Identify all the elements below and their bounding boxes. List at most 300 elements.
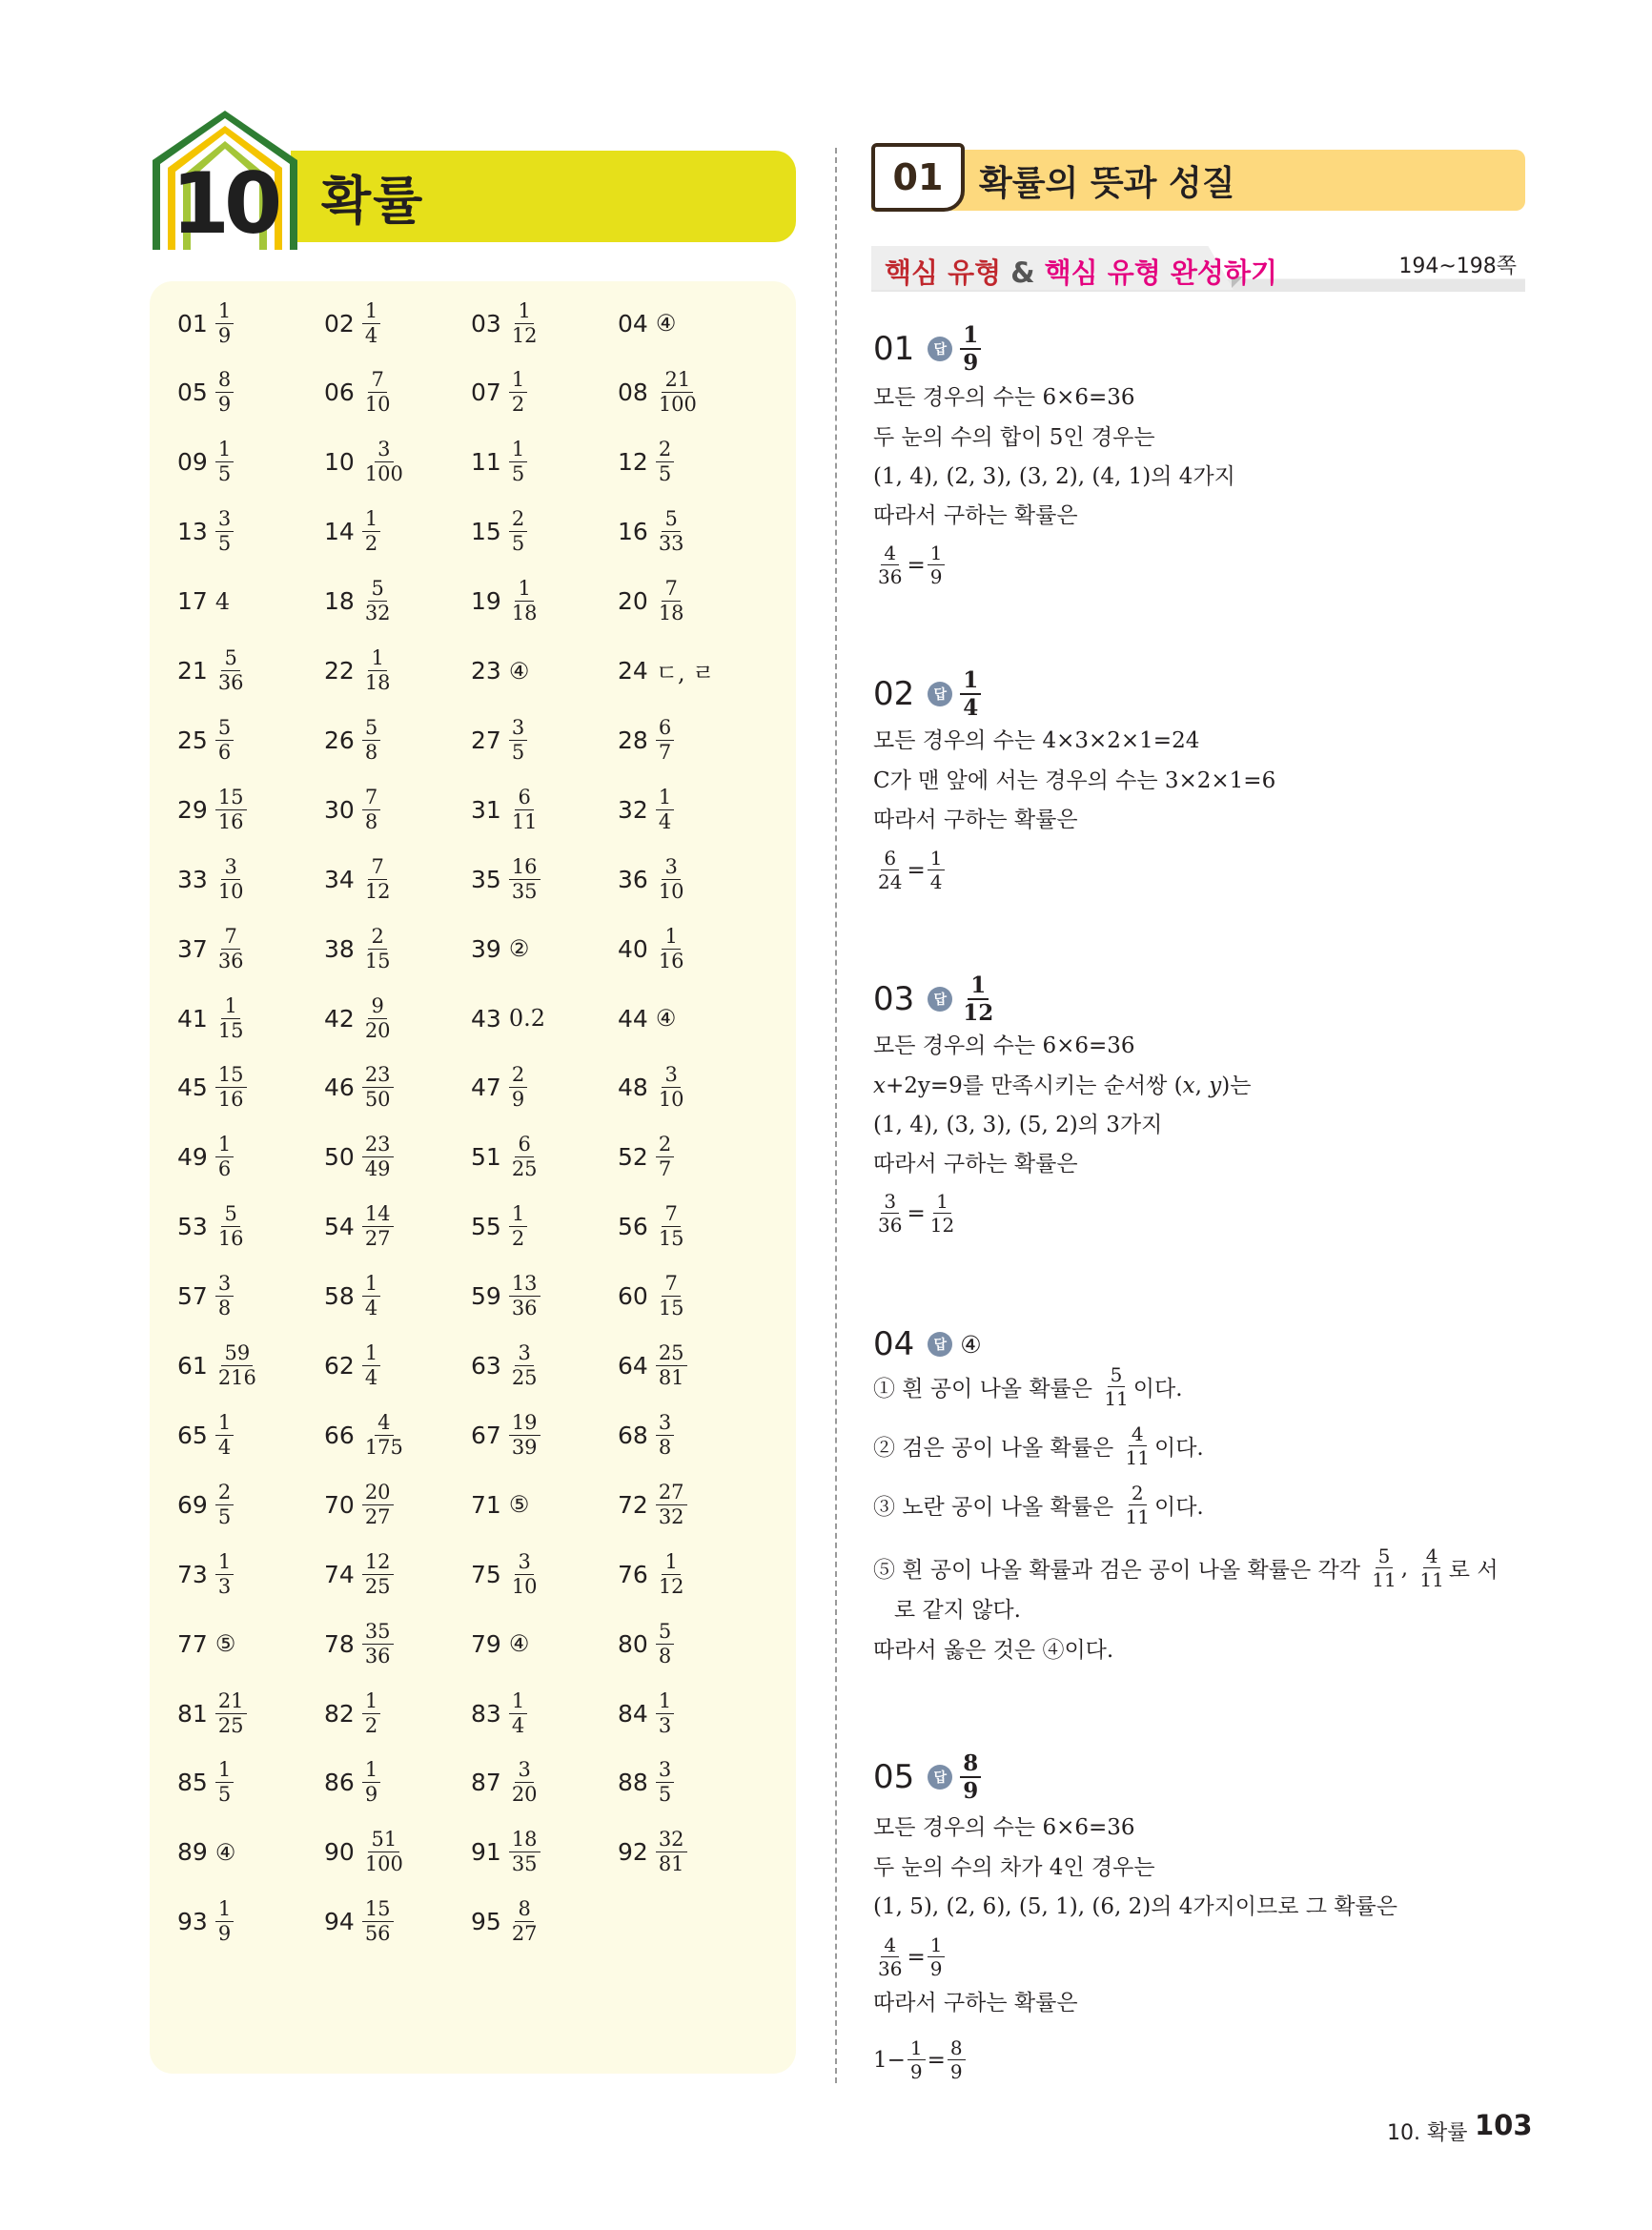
text-run: 이다. (1132, 1377, 1183, 1401)
numerator: 7 (368, 857, 386, 880)
answer-number: 18 (324, 587, 355, 616)
answer-number: 46 (324, 1074, 355, 1102)
solution-number: 05 (873, 1758, 915, 1796)
denominator: 3 (217, 1574, 232, 1598)
numerator: 7 (368, 370, 386, 393)
solution-line (873, 1028, 1135, 1059)
denominator: 5 (658, 462, 672, 486)
denominator: 5 (511, 462, 525, 486)
answer-badge: 답 (928, 337, 952, 361)
numerator: 5 (221, 648, 239, 671)
denominator: 9 (217, 393, 232, 417)
answer-item (324, 781, 380, 838)
denominator: 175 (364, 1435, 403, 1459)
fraction (509, 1204, 527, 1249)
denominator: 5 (217, 532, 232, 556)
answer-number: 68 (618, 1421, 648, 1449)
denominator: 10 (217, 879, 244, 903)
denominator: 36 (878, 1957, 903, 1980)
answer-number: 87 (471, 1769, 501, 1797)
fraction (875, 1192, 905, 1235)
answer-item (324, 1685, 380, 1742)
solution-line (873, 543, 947, 586)
answer-item (324, 1268, 380, 1325)
numerator: 12 (362, 1552, 394, 1575)
denominator: 216 (217, 1366, 256, 1389)
numerator: 1 (221, 996, 239, 1019)
solution-line (873, 1546, 1499, 1589)
answer-item (177, 1338, 259, 1395)
answer-number: 03 (471, 309, 501, 338)
answer-item (324, 1059, 394, 1116)
numerator: 13 (509, 1274, 540, 1297)
denominator: 4 (511, 1713, 525, 1737)
denominator: 16 (217, 1227, 244, 1251)
answer-value: 0.2 (508, 1005, 545, 1032)
answer-item (618, 1338, 687, 1395)
solution-line (873, 723, 1199, 754)
numerator: 1 (933, 1192, 951, 1214)
answer-item (618, 781, 674, 838)
answer-number: 37 (177, 934, 208, 963)
answer-number: 91 (471, 1838, 501, 1867)
solution-number: 03 (873, 980, 915, 1018)
denominator: 8 (658, 1644, 672, 1667)
numerator: 4 (881, 543, 899, 565)
answer-item (618, 990, 676, 1047)
solution-line (873, 802, 1078, 833)
answer-item (177, 711, 234, 768)
numerator: 4 (881, 1935, 899, 1957)
answer-item (618, 1754, 674, 1811)
denominator: 15 (364, 949, 391, 972)
denominator: 25 (511, 1366, 538, 1389)
fraction (509, 579, 540, 624)
numerator: 5 (221, 1204, 239, 1227)
subheader-title (885, 252, 1277, 291)
denominator: 2 (364, 532, 378, 556)
answer-number: 27 (471, 726, 501, 754)
denominator: 27 (364, 1504, 391, 1528)
numerator: 3 (515, 1552, 533, 1575)
answer-number: 70 (324, 1490, 355, 1519)
fraction (928, 1192, 957, 1235)
fraction (215, 1410, 234, 1459)
fraction (509, 1135, 540, 1179)
text-run: 따라서 구하는 확률은 (873, 1991, 1078, 2015)
numerator: 23 (362, 1065, 394, 1088)
numerator: 5 (215, 718, 234, 741)
text-run: ⑤ 흰 공이 나올 확률과 검은 공이 나올 확률은 각각 (873, 1558, 1368, 1583)
numerator: 7 (662, 1204, 680, 1227)
denominator: 4 (963, 695, 979, 721)
answer-value: ④ (655, 1005, 677, 1032)
answer-number: 77 (177, 1629, 208, 1658)
fraction (960, 974, 996, 1024)
numerator: 3 (215, 509, 234, 532)
text-run: 따라서 구하는 확률은 (873, 1152, 1078, 1176)
answer-number: 41 (177, 1004, 208, 1033)
solution-line (873, 1935, 947, 1978)
numerator: 1 (928, 849, 946, 870)
numerator: 1 (215, 440, 234, 462)
fraction (362, 854, 394, 903)
answer-number: 73 (177, 1560, 208, 1588)
denominator: 4 (364, 1297, 378, 1320)
denominator: 49 (364, 1157, 391, 1181)
answer-item (471, 643, 529, 700)
fraction (1101, 1365, 1131, 1408)
numerator: 6 (515, 1135, 533, 1157)
answer-item (324, 295, 380, 352)
solution-line (873, 763, 1275, 794)
numerator: 6 (515, 788, 533, 810)
solution-line (873, 1146, 1078, 1177)
fraction (362, 440, 406, 484)
answer-value: 4 (214, 587, 231, 615)
denominator: 8 (658, 1435, 672, 1459)
answer-number: 94 (324, 1908, 355, 1936)
solution-line (873, 1850, 1155, 1881)
fraction (656, 785, 674, 833)
fraction (215, 1135, 234, 1179)
numerator: 2 (656, 1135, 674, 1157)
fraction (362, 509, 380, 554)
fraction (656, 1410, 674, 1459)
fraction (656, 1830, 687, 1874)
solution-line (873, 849, 947, 891)
denominator: 12 (963, 1000, 994, 1026)
answer-number: 56 (618, 1213, 648, 1241)
subheader-amp: & (1010, 256, 1035, 289)
answer-item (324, 1545, 394, 1603)
fraction (656, 854, 687, 903)
answer-item (471, 364, 527, 421)
denominator: 24 (878, 870, 903, 893)
answer-value: ④ (214, 1838, 236, 1866)
denominator: 2 (364, 1713, 378, 1737)
numerator: 16 (509, 857, 540, 880)
denominator: 56 (364, 1922, 391, 1946)
answer-item (324, 434, 406, 491)
fraction (928, 1935, 946, 1978)
numerator: 3 (509, 718, 527, 741)
answer-item (324, 1476, 394, 1533)
denominator: 27 (511, 1922, 538, 1946)
fraction (215, 1549, 234, 1598)
answer-number: 81 (177, 1699, 208, 1728)
numerator: 2 (656, 440, 674, 462)
answer-item (177, 1059, 247, 1116)
denominator: 5 (511, 532, 525, 556)
numerator: 27 (656, 1483, 687, 1505)
answer-number: 76 (618, 1560, 648, 1588)
numerator: 6 (656, 718, 674, 741)
fraction (656, 924, 687, 972)
fraction (362, 579, 394, 624)
fraction (509, 1830, 540, 1874)
denominator: 4 (364, 323, 378, 347)
solution-number: 04 (873, 1325, 915, 1363)
numerator: 51 (368, 1830, 399, 1852)
answer-value: ④ (655, 310, 677, 337)
answer-number: 10 (324, 448, 355, 477)
answer-value: ④ (508, 1630, 530, 1658)
answer-item (177, 850, 247, 908)
numerator: 21 (662, 370, 693, 393)
fraction (1123, 1424, 1152, 1467)
answer-item (471, 920, 529, 977)
denominator: 7 (658, 1157, 672, 1181)
answer-number: 40 (618, 934, 648, 963)
denominator: 4 (217, 1435, 232, 1459)
answer-number: 64 (618, 1352, 648, 1380)
answer-number: 17 (177, 587, 208, 616)
numerator: 18 (509, 1830, 540, 1852)
denominator: 9 (217, 1922, 232, 1946)
page-range: 194~198쪽 (1398, 255, 1517, 278)
denominator: 2 (511, 1227, 525, 1251)
fraction (960, 324, 981, 374)
denominator: 100 (364, 1852, 403, 1876)
numerator: 1 (515, 301, 533, 324)
denominator: 5 (511, 740, 525, 764)
answer-number: 11 (471, 448, 501, 477)
answer-item (471, 1059, 527, 1116)
fraction (656, 1204, 687, 1249)
numerator: 8 (960, 1752, 981, 1778)
denominator: 2 (511, 393, 525, 417)
numerator: 1 (928, 543, 946, 565)
text-run: 두 눈의 수의 합이 5인 경우는 (873, 425, 1155, 450)
answer-item (618, 1615, 674, 1672)
answer-item (618, 1476, 687, 1533)
solution-line (873, 1192, 959, 1235)
answer-number: 63 (471, 1352, 501, 1380)
denominator: 18 (511, 602, 538, 625)
denominator: 50 (364, 1088, 391, 1112)
fraction (215, 1688, 247, 1737)
denominator: 35 (511, 1852, 538, 1876)
fraction (362, 370, 394, 415)
fraction (362, 1204, 394, 1249)
denominator: 5 (217, 1504, 232, 1528)
answer-number: 34 (324, 865, 355, 893)
answer-item (177, 1476, 234, 1533)
footer-chapter: 10. 확률 (1387, 2121, 1468, 2145)
fraction (215, 298, 234, 347)
solution-line (873, 1985, 1078, 2016)
numerator: 25 (656, 1343, 687, 1366)
answer-number: 45 (177, 1074, 208, 1102)
answer-item (177, 1545, 234, 1603)
numerator: 5 (368, 579, 386, 602)
chapter-number: 10 (171, 154, 277, 253)
denominator: 4 (658, 809, 672, 833)
answer-number: 28 (618, 726, 648, 754)
answer-number: 83 (471, 1699, 501, 1728)
answer-number: 21 (177, 657, 208, 685)
answer-item (324, 1406, 406, 1463)
numerator: 1 (960, 324, 981, 350)
answer-number: 66 (324, 1421, 355, 1449)
numerator: 15 (215, 788, 247, 810)
denominator: 32 (658, 1504, 684, 1528)
solution-line (873, 459, 1235, 490)
variable: x (1182, 1074, 1195, 1098)
answer-item (324, 1338, 380, 1395)
solution-answer: ④ (960, 1330, 982, 1359)
fraction (362, 924, 394, 972)
numerator: 1 (215, 1552, 234, 1575)
answer-number: 38 (324, 934, 355, 963)
answer-item (618, 1198, 687, 1256)
solution-header (873, 974, 996, 1024)
numerator: 1 (368, 648, 386, 671)
answer-item (177, 1824, 235, 1881)
fraction (362, 1065, 394, 1110)
answer-number: 09 (177, 448, 208, 477)
answer-number: 07 (471, 378, 501, 407)
numerator: 7 (362, 788, 380, 810)
denominator: 7 (658, 740, 672, 764)
text-run: 로 서 (1448, 1558, 1499, 1583)
text-run: 로 같지 않다. (873, 1598, 1021, 1623)
answer-number: 50 (324, 1143, 355, 1172)
answer-number: 32 (618, 795, 648, 824)
numerator: 1 (362, 1343, 380, 1366)
text-run: ② 검은 공이 나올 확률은 (873, 1436, 1121, 1461)
text-run: C가 맨 앞에 서는 경우의 수는 3×2×1=6 (873, 768, 1276, 793)
fraction (362, 1480, 394, 1528)
fraction (509, 715, 527, 764)
numerator: 1 (662, 1552, 680, 1575)
answer-item (618, 1545, 687, 1603)
numerator: 2 (509, 509, 527, 532)
numerator: 3 (515, 1760, 533, 1783)
answer-item (471, 1476, 529, 1533)
numerator: 7 (662, 1274, 680, 1297)
answer-number: 62 (324, 1352, 355, 1380)
fraction (509, 1899, 540, 1944)
solution-header (873, 1325, 982, 1363)
answer-item (471, 503, 527, 561)
solution-line (873, 1810, 1135, 1841)
fraction (509, 1688, 527, 1737)
numerator: 3 (375, 440, 393, 462)
denominator: 25 (217, 1713, 244, 1737)
answer-number: 93 (177, 1908, 208, 1936)
fraction (362, 1760, 380, 1805)
text-run: 이다. (1153, 1436, 1204, 1461)
solution-line (873, 1889, 1397, 1920)
denominator: 12 (658, 1574, 684, 1598)
answer-item (471, 781, 540, 838)
answer-item (324, 990, 394, 1047)
numerator: 5 (656, 1622, 674, 1645)
answer-item (177, 1893, 234, 1951)
solution-line (873, 1068, 1251, 1099)
answer-item (471, 1824, 540, 1881)
fraction (509, 1343, 540, 1388)
fraction (215, 648, 247, 693)
answer-item (471, 573, 540, 630)
denominator: 36 (878, 565, 903, 588)
answer-item (618, 711, 674, 768)
numerator: 1 (509, 370, 527, 393)
numerator: 59 (221, 1343, 253, 1366)
denominator: 9 (929, 565, 943, 588)
answer-item (471, 1338, 540, 1395)
denominator: 6 (217, 740, 232, 764)
denominator: 12 (511, 323, 538, 347)
numerator: 1 (362, 509, 380, 532)
text-run: 두 눈의 수의 차가 4인 경우는 (873, 1855, 1155, 1880)
denominator: 18 (364, 671, 391, 694)
answer-item (471, 1129, 540, 1186)
answer-number: 74 (324, 1560, 355, 1588)
numerator: 1 (656, 788, 674, 810)
answer-number: 25 (177, 726, 208, 754)
text-run: x+2y=9를 만족시키는 순서쌍 (x, y)는 (873, 1074, 1252, 1098)
answer-number: 53 (177, 1213, 208, 1241)
answer-item (618, 1685, 674, 1742)
numerator: 1 (362, 1760, 380, 1783)
answer-badge: 답 (928, 987, 952, 1012)
solution-header (873, 324, 981, 374)
solution-line (873, 498, 1078, 529)
numerator: 5 (1376, 1546, 1394, 1568)
fraction (509, 1410, 540, 1459)
answer-badge: 답 (928, 1332, 952, 1357)
answer-item (177, 920, 247, 977)
numerator: 1 (928, 1935, 946, 1957)
text-run: = (907, 552, 926, 578)
answer-item (324, 1129, 394, 1186)
answer-item (471, 1198, 527, 1256)
text-run: 이다. (1153, 1495, 1204, 1520)
answer-number: 84 (618, 1699, 648, 1728)
text-run: , (1400, 1555, 1416, 1581)
answer-number: 31 (471, 795, 501, 824)
answer-number: 61 (177, 1352, 208, 1380)
answer-number: 42 (324, 1004, 355, 1033)
numerator: 19 (509, 1413, 540, 1436)
fraction (362, 993, 394, 1042)
numerator: 4 (1129, 1424, 1147, 1446)
fraction (362, 715, 380, 764)
chapter-title: 확률 (321, 171, 425, 231)
answer-item (471, 1893, 540, 1951)
answer-item (177, 1198, 247, 1256)
answer-number: 24 (618, 657, 648, 685)
answer-item (471, 1268, 540, 1325)
denominator: 6 (217, 1157, 232, 1181)
denominator: 20 (511, 1783, 538, 1807)
fraction (362, 785, 380, 833)
column-divider (835, 148, 837, 2083)
fraction (509, 1274, 540, 1319)
denominator: 36 (217, 671, 244, 694)
numerator: 8 (215, 370, 234, 393)
denominator: 27 (364, 1227, 391, 1251)
numerator: 23 (362, 1135, 394, 1157)
answer-number: 06 (324, 378, 355, 407)
fraction (960, 1752, 981, 1802)
fraction (509, 1065, 527, 1110)
answer-item (324, 364, 394, 421)
denominator: 81 (658, 1366, 684, 1389)
